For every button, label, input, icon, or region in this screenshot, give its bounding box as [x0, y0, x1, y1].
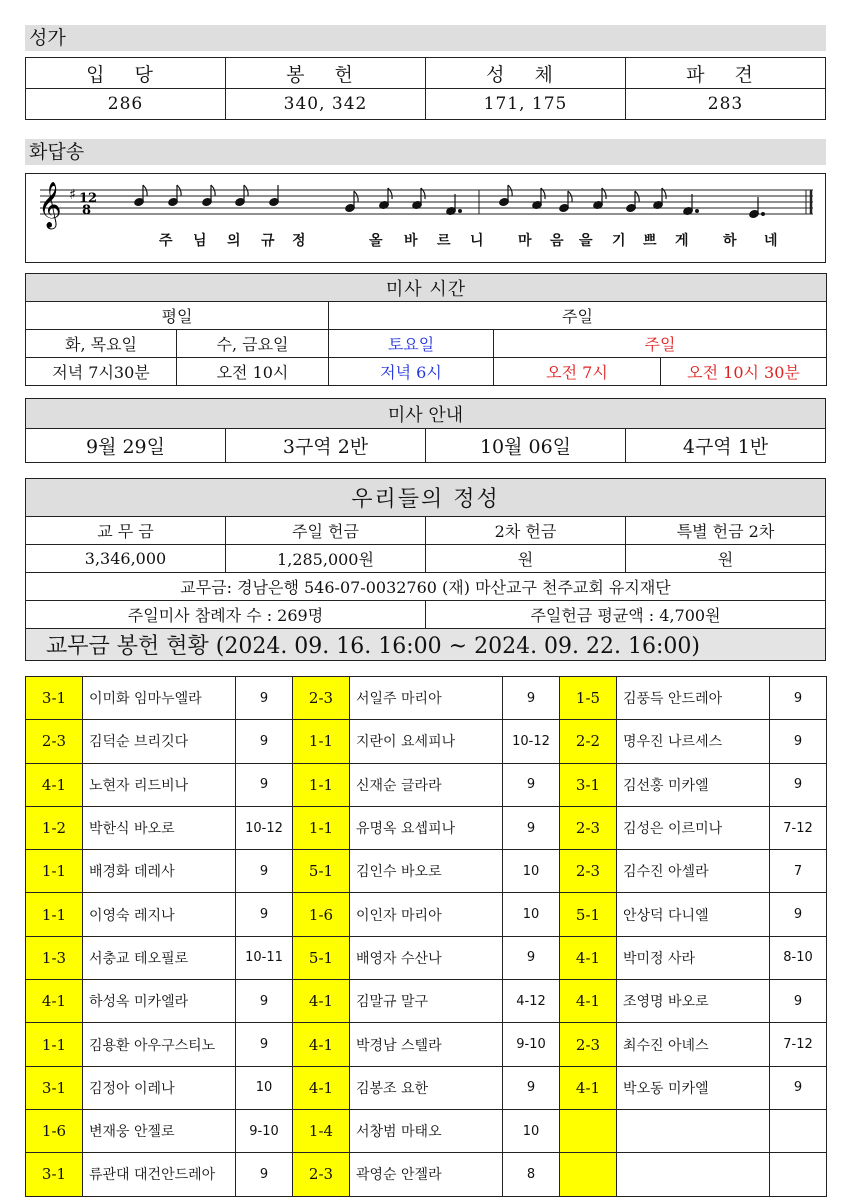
- table-row: [26, 1109, 827, 1152]
- treble-clef-icon: 𝄞: [38, 182, 62, 228]
- donor-name-cell: 유명옥 요셉피나: [350, 806, 503, 849]
- district-cell: 4-1: [293, 1066, 350, 1109]
- weekday-label: 평일: [26, 302, 329, 330]
- psalm-syllable: 하: [723, 233, 737, 249]
- donor-name-cell: 김선홍 미카엘: [617, 763, 770, 806]
- sunday-label: 주일: [494, 330, 827, 358]
- mass-guide-table: [25, 398, 826, 463]
- district-cell: 2-3: [560, 850, 617, 893]
- hymn-entrance-number: 286: [26, 89, 226, 120]
- district-cell: 1-5: [560, 677, 617, 720]
- months-cell: 9: [503, 1066, 560, 1109]
- donor-name-cell: 조영명 바오로: [617, 980, 770, 1023]
- psalm-syllable: 님: [193, 233, 207, 249]
- sharp-icon: ♯: [69, 187, 76, 203]
- psalm-syllable: 마: [518, 233, 532, 249]
- psalm-syllable: 규: [261, 233, 275, 249]
- note-dot-16: [696, 210, 699, 213]
- district-cell: 5-1: [293, 850, 350, 893]
- months-cell: 9-10: [503, 1023, 560, 1066]
- district-cell: 4-1: [560, 1066, 617, 1109]
- district-cell: 1-1: [26, 850, 83, 893]
- donor-name-cell: 하성옥 미카엘라: [83, 980, 236, 1023]
- music-staff: [26, 174, 825, 234]
- psalm-syllable: 네: [764, 233, 778, 249]
- district-cell: 2-2: [560, 720, 617, 763]
- note-dot-17: [762, 213, 765, 216]
- donor-name-cell: 이미화 임마누엘라: [83, 677, 236, 720]
- psalm-score: [25, 173, 826, 263]
- sunday-time-2: 오전 10시 30분: [661, 358, 827, 386]
- table-row: [26, 893, 827, 936]
- district-cell: 2-3: [560, 806, 617, 849]
- months-cell: 9: [236, 720, 293, 763]
- donor-name-cell: 김수진 아셀라: [617, 850, 770, 893]
- district-cell: 1-1: [293, 720, 350, 763]
- district-cell: [560, 1109, 617, 1152]
- months-cell: 9: [236, 850, 293, 893]
- months-cell: 10: [503, 1109, 560, 1152]
- psalm-syllable: 니: [470, 233, 484, 249]
- note-dot-9: [459, 210, 462, 213]
- district-cell: 2-3: [293, 1153, 350, 1196]
- guide-date-2: 10월 06일: [426, 429, 626, 463]
- offering-value-sunday: 1,285,000원: [226, 545, 426, 573]
- donor-name-cell: 박경남 스텔라: [350, 1023, 503, 1066]
- district-cell: 1-4: [293, 1109, 350, 1152]
- guide-group-1: 3구역 2반: [226, 429, 426, 463]
- table-row: [26, 1066, 827, 1109]
- saturday-label: 토요일: [329, 330, 494, 358]
- psalm-syllable: 르: [437, 233, 451, 249]
- months-cell: 9: [770, 720, 827, 763]
- guide-group-2: 4구역 1반: [626, 429, 826, 463]
- bank-account: 교무금: 경남은행 546-07-0032760 (재) 마산교구 천주교회 유지재단: [26, 573, 826, 601]
- district-cell: 4-1: [560, 936, 617, 979]
- hymns-table: [25, 57, 826, 120]
- table-row: [26, 1023, 827, 1066]
- months-cell: [770, 1109, 827, 1152]
- donor-name-cell: 신재순 글라라: [350, 763, 503, 806]
- months-cell: 9: [236, 1023, 293, 1066]
- district-cell: [560, 1153, 617, 1196]
- months-cell: 9: [236, 893, 293, 936]
- months-cell: 10-11: [236, 936, 293, 979]
- months-cell: 8-10: [770, 936, 827, 979]
- district-cell: 5-1: [293, 936, 350, 979]
- donor-name-cell: 박미정 사라: [617, 936, 770, 979]
- mass-time-title: 미사 시간: [26, 274, 827, 302]
- donor-name-cell: 이인자 마리아: [350, 893, 503, 936]
- donor-name-cell: 서충교 테오필로: [83, 936, 236, 979]
- months-cell: 8: [503, 1153, 560, 1196]
- offering-title: 우리들의 정성: [26, 479, 826, 517]
- district-cell: 1-2: [26, 806, 83, 849]
- hymn-offertory-number: 340, 342: [226, 89, 426, 120]
- months-cell: 9: [236, 1153, 293, 1196]
- district-cell: 1-6: [293, 893, 350, 936]
- offering-value-second: 원: [426, 545, 626, 573]
- table-row: [26, 806, 827, 849]
- months-cell: 9: [770, 763, 827, 806]
- district-cell: 2-3: [293, 677, 350, 720]
- donor-name-cell: 박한식 바오로: [83, 806, 236, 849]
- donor-name-cell: 김덕순 브리깃다: [83, 720, 236, 763]
- months-cell: 10: [236, 1066, 293, 1109]
- donor-name-cell: 지란이 요세피나: [350, 720, 503, 763]
- months-cell: 10-12: [503, 720, 560, 763]
- district-cell: 4-1: [26, 763, 83, 806]
- district-cell: 5-1: [560, 893, 617, 936]
- psalm-syllable: 음: [550, 233, 564, 249]
- months-cell: 9: [503, 677, 560, 720]
- months-cell: 9: [503, 936, 560, 979]
- donor-name-cell: 서창범 마태오: [350, 1109, 503, 1152]
- months-cell: 10: [503, 850, 560, 893]
- donor-name-cell: 노현자 리드비나: [83, 763, 236, 806]
- donor-name-cell: 곽영순 안젤라: [350, 1153, 503, 1196]
- donor-name-cell: 변재웅 안젤로: [83, 1109, 236, 1152]
- months-cell: 9: [770, 1066, 827, 1109]
- donor-name-cell: 김정아 이레나: [83, 1066, 236, 1109]
- months-cell: 4-12: [503, 980, 560, 1023]
- offering-value-dues: 3,346,000: [26, 545, 226, 573]
- donor-name-cell: 류관대 대건안드레아: [83, 1153, 236, 1196]
- wed-fri-time: 오전 10시: [177, 358, 329, 386]
- donor-name-cell: 최수진 아녜스: [617, 1023, 770, 1066]
- donor-name-cell: 박오동 미카엘: [617, 1066, 770, 1109]
- district-cell: 4-1: [560, 980, 617, 1023]
- wed-fri-label: 수, 금요일: [177, 330, 329, 358]
- hymn-communion-label: 성 체: [426, 58, 626, 89]
- district-cell: 1-1: [293, 806, 350, 849]
- district-cell: 2-3: [560, 1023, 617, 1066]
- offering-value-special: 원: [626, 545, 826, 573]
- hymn-offertory-label: 봉 헌: [226, 58, 426, 89]
- months-cell: 9: [503, 806, 560, 849]
- district-cell: 3-1: [26, 1153, 83, 1196]
- donor-name-cell: 안상덕 다니엘: [617, 893, 770, 936]
- months-cell: 10: [503, 893, 560, 936]
- months-cell: 9-10: [236, 1109, 293, 1152]
- months-cell: [770, 1153, 827, 1196]
- table-row: [26, 1153, 827, 1196]
- psalm-syllable: 을: [579, 233, 593, 249]
- psalm-syllable: 주: [159, 233, 173, 249]
- months-cell: 9: [503, 763, 560, 806]
- donor-name-cell: 김인수 바오로: [350, 850, 503, 893]
- months-cell: 7-12: [770, 806, 827, 849]
- psalm-syllable: 쁘: [643, 233, 657, 249]
- months-cell: 9: [236, 980, 293, 1023]
- saturday-time: 저녁 6시: [329, 358, 494, 386]
- donor-name-cell: 서일주 마리아: [350, 677, 503, 720]
- table-row: [26, 980, 827, 1023]
- mass-time-table: [25, 273, 827, 386]
- donation-list-table: [25, 676, 827, 1197]
- time-signature-top: 12: [79, 191, 98, 206]
- district-cell: 2-3: [26, 720, 83, 763]
- psalm-syllable: 게: [675, 233, 689, 249]
- sunday-group-label: 주일: [329, 302, 827, 330]
- table-row: [26, 936, 827, 979]
- hymns-header: 성가: [25, 25, 826, 51]
- donor-name-cell: 김용환 아우구스티노: [83, 1023, 236, 1066]
- donor-name-cell: 이영숙 레지나: [83, 893, 236, 936]
- months-cell: 7-12: [770, 1023, 827, 1066]
- donor-name-cell: 김풍득 안드레아: [617, 677, 770, 720]
- table-row: [26, 763, 827, 806]
- hymn-recessional-label: 파 견: [626, 58, 826, 89]
- guide-date-1: 9월 29일: [26, 429, 226, 463]
- donor-name-cell: 김말규 말구: [350, 980, 503, 1023]
- table-row: [26, 720, 827, 763]
- psalm-header: 화답송: [25, 139, 826, 165]
- district-cell: 3-1: [560, 763, 617, 806]
- attendance-count: 주일미사 참례자 수 : 269명: [26, 601, 426, 629]
- donor-name-cell: 명우진 나르세스: [617, 720, 770, 763]
- psalm-syllable: 바: [404, 233, 418, 249]
- offering-table: [25, 478, 826, 661]
- offering-header-sunday: 주일 헌금: [226, 517, 426, 545]
- psalm-syllable: 의: [227, 233, 241, 249]
- table-row: [26, 850, 827, 893]
- psalm-syllable: 기: [612, 233, 626, 249]
- district-cell: 4-1: [293, 1023, 350, 1066]
- dues-status-title: 교무금 봉헌 현황 (2024. 09. 16. 16:00 ~ 2024. 09. 22. 16:00): [26, 629, 826, 661]
- average-offering: 주일헌금 평균액 : 4,700원: [426, 601, 826, 629]
- donor-name-cell: [617, 1153, 770, 1196]
- months-cell: 9: [770, 893, 827, 936]
- district-cell: 1-1: [293, 763, 350, 806]
- donor-name-cell: 배경화 데레사: [83, 850, 236, 893]
- donor-name-cell: [617, 1109, 770, 1152]
- district-cell: 1-1: [26, 1023, 83, 1066]
- offering-header-special: 특별 헌금 2차: [626, 517, 826, 545]
- district-cell: 4-1: [26, 980, 83, 1023]
- district-cell: 1-3: [26, 936, 83, 979]
- offering-header-second: 2차 헌금: [426, 517, 626, 545]
- psalm-syllable: 정: [292, 233, 306, 249]
- donor-name-cell: 배영자 수산나: [350, 936, 503, 979]
- offering-header-dues: 교 무 금: [26, 517, 226, 545]
- months-cell: 9: [770, 980, 827, 1023]
- months-cell: 10-12: [236, 806, 293, 849]
- sunday-time-1: 오전 7시: [494, 358, 661, 386]
- mass-guide-title: 미사 안내: [26, 399, 826, 429]
- hymn-communion-number: 171, 175: [426, 89, 626, 120]
- donor-name-cell: 김성은 이르미나: [617, 806, 770, 849]
- district-cell: 3-1: [26, 677, 83, 720]
- district-cell: 4-1: [293, 980, 350, 1023]
- table-row: [26, 677, 827, 720]
- psalm-syllable: 올: [369, 233, 383, 249]
- tue-thu-time: 저녁 7시30분: [26, 358, 177, 386]
- tue-thu-label: 화, 목요일: [26, 330, 177, 358]
- hymn-entrance-label: 입 당: [26, 58, 226, 89]
- months-cell: 9: [236, 763, 293, 806]
- months-cell: 9: [236, 677, 293, 720]
- hymn-recessional-number: 283: [626, 89, 826, 120]
- donor-name-cell: 김봉조 요한: [350, 1066, 503, 1109]
- months-cell: 7: [770, 850, 827, 893]
- district-cell: 3-1: [26, 1066, 83, 1109]
- months-cell: 9: [770, 677, 827, 720]
- district-cell: 1-1: [26, 893, 83, 936]
- time-signature-bottom: 8: [82, 203, 92, 218]
- district-cell: 1-6: [26, 1109, 83, 1152]
